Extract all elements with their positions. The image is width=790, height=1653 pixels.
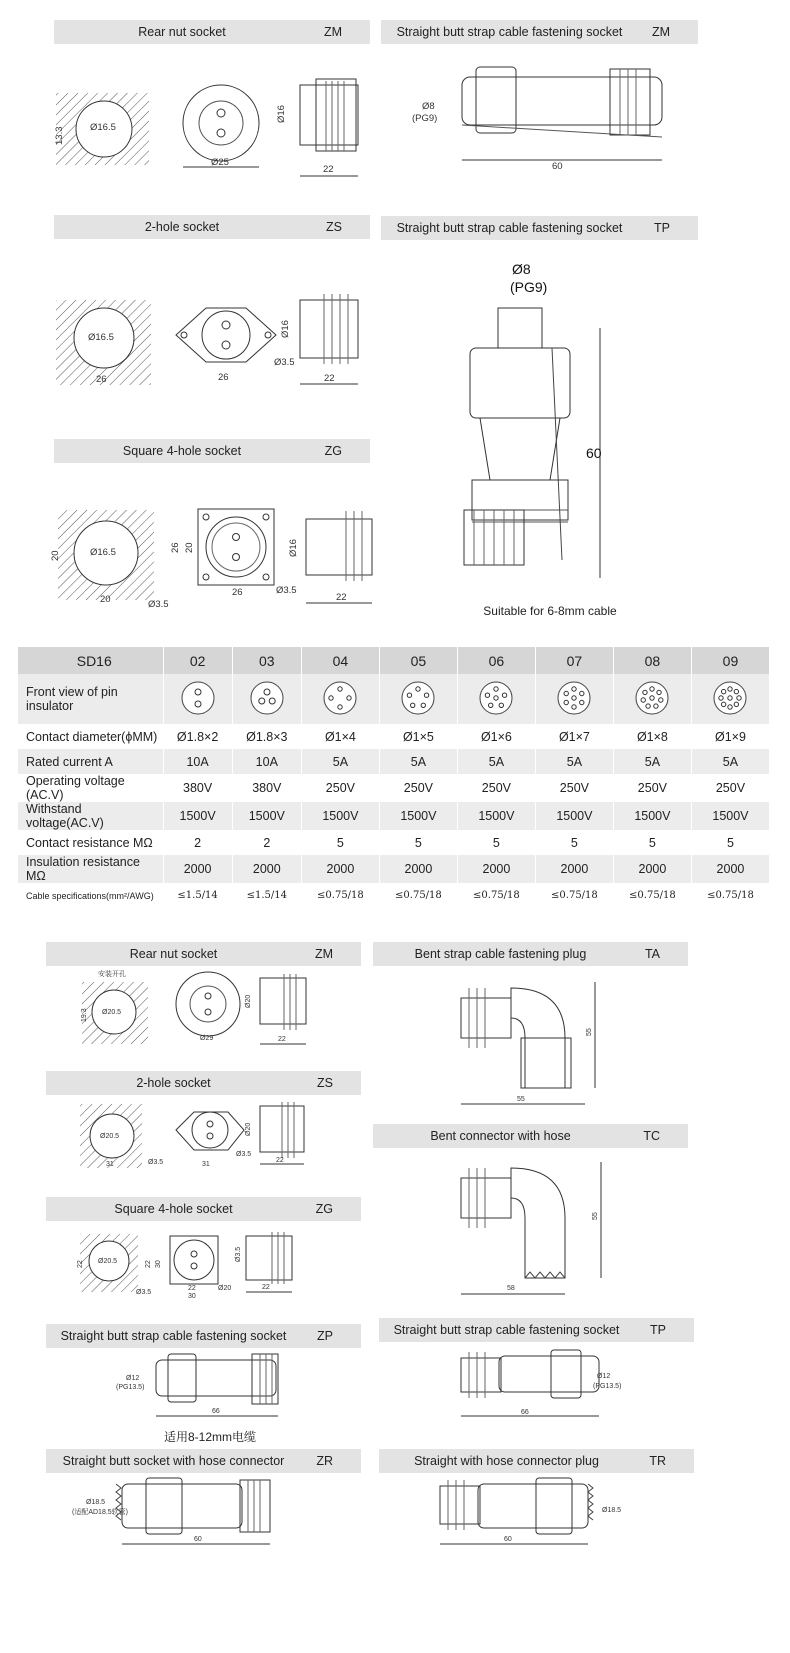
panel-title: Rear nut socket <box>129 947 218 961</box>
table-row <box>18 855 770 883</box>
dim-label: 22 <box>336 592 347 603</box>
panel-code: ZG <box>315 1202 333 1216</box>
dim-label: Ø20 <box>218 1285 232 1292</box>
table-row <box>18 749 770 774</box>
dim-label: Ø3.5 <box>136 1289 152 1296</box>
panel-code: ZS <box>317 1076 333 1090</box>
panel-header-square-4-hole-socket <box>54 439 370 463</box>
dim-label: Ø16 <box>280 320 291 338</box>
table-cell: Ø1×7 <box>535 724 613 749</box>
row-label: Cable specifications(mm²/AWG) <box>18 883 163 908</box>
drawing-2-hole-socket-2 <box>78 1098 308 1173</box>
dim-label: 60 <box>586 445 602 461</box>
dim-label: 20 <box>184 542 195 553</box>
dim-label: 60 <box>194 1536 202 1543</box>
dim-label: 55 <box>586 1028 593 1036</box>
table-cell: 5A <box>457 749 535 774</box>
table-cell: ≤0.75/18 <box>691 883 769 908</box>
dim-label: Ø12 <box>597 1373 611 1380</box>
drawing-straight-socket-zm <box>410 65 700 175</box>
dim-label: (适配AD18.5软管) <box>72 1509 129 1516</box>
pin-insulator-diagram <box>163 674 232 724</box>
table-cell: 5A <box>613 749 691 774</box>
table-col-header: 09 <box>691 647 769 674</box>
dim-label: Ø3.5 <box>148 1159 164 1166</box>
panel-header-straight-socket-tp <box>381 216 698 240</box>
panel-title: Straight butt strap cable fastening socket <box>396 25 623 39</box>
table-header-row <box>18 647 770 674</box>
drawing-square-4-hole-socket <box>52 505 382 615</box>
table-cell: 1500V <box>613 802 691 830</box>
table-col-header: 03 <box>232 647 301 674</box>
table-cell: 2000 <box>163 855 232 883</box>
panel-header-square-4-hole-socket-2 <box>46 1197 361 1221</box>
table-cell: Ø1×8 <box>613 724 691 749</box>
drawing-straight-socket-tp-vertical <box>460 260 620 590</box>
dim-label: 31 <box>202 1161 210 1168</box>
table-cell: ≤0.75/18 <box>613 883 691 908</box>
table-col-header: 08 <box>613 647 691 674</box>
pin-insulator-diagram <box>301 674 379 724</box>
panel-code: TR <box>649 1454 666 1468</box>
table-cell: 5 <box>457 830 535 855</box>
table-cell: 380V <box>232 774 301 802</box>
pin-insulator-diagram <box>535 674 613 724</box>
panel-title: Straight with hose connector plug <box>414 1454 599 1468</box>
pin-insulator-diagram <box>232 674 301 724</box>
table-col-header: 02 <box>163 647 232 674</box>
table-cell: 2000 <box>457 855 535 883</box>
table-cell: 2000 <box>691 855 769 883</box>
dim-label: 60 <box>552 161 563 172</box>
table-cell: ≤1.5/14 <box>232 883 301 908</box>
table-cell: ≤0.75/18 <box>379 883 457 908</box>
dim-label: Ø20 <box>245 1122 252 1136</box>
table-col-header: 06 <box>457 647 535 674</box>
panel-title: Rear nut socket <box>138 25 226 39</box>
panel-code: ZG <box>324 444 342 458</box>
drawing-bent-plug-ta <box>455 978 615 1108</box>
dim-label: Ø20.5 <box>100 1133 120 1140</box>
table-cell: 2000 <box>301 855 379 883</box>
panel-code: TP <box>654 221 670 235</box>
panel-title: Square 4-hole socket <box>114 1202 233 1216</box>
panel-header-straight-socket-tp-2 <box>379 1318 694 1342</box>
panel-code: ZP <box>317 1329 333 1343</box>
cable-caption-zp: 适用8-12mm电缆 <box>163 1430 256 1444</box>
dim-label: (PG13.5) <box>116 1384 145 1391</box>
table-cell: Ø1×4 <box>301 724 379 749</box>
spec-table <box>18 647 770 908</box>
table-model: SD16 <box>18 647 163 674</box>
dim-label: 60 <box>504 1536 512 1543</box>
panel-code: TA <box>644 947 660 961</box>
table-cell: 2 <box>232 830 301 855</box>
pin-insulator-diagram <box>613 674 691 724</box>
dim-label: Ø3.5 <box>148 599 169 610</box>
panel-title: Bent connector with hose <box>430 1129 571 1143</box>
dim-label: Ø3.5 <box>236 1151 252 1158</box>
dim-label: 13.3 <box>54 126 65 145</box>
table-row <box>18 830 770 855</box>
drawing-rear-nut-socket <box>56 75 366 185</box>
table-cell: Ø1×6 <box>457 724 535 749</box>
dim-label: Ø16 <box>288 539 299 557</box>
row-label: Contact resistance MΩ <box>18 830 163 855</box>
table-cell: 250V <box>301 774 379 802</box>
panel-header-2-hole-socket-2 <box>46 1071 361 1095</box>
table-cell: 2000 <box>232 855 301 883</box>
dim-label: (PG9) <box>510 279 548 295</box>
table-row <box>18 802 770 830</box>
table-cell: 250V <box>613 774 691 802</box>
table-cell: 1500V <box>163 802 232 830</box>
table-cell: 2000 <box>535 855 613 883</box>
drawing-square-4-hole-socket-2 <box>76 1228 306 1300</box>
dim-label: Ø8 <box>512 261 531 277</box>
dim-label: 66 <box>521 1409 529 1416</box>
panel-title: Straight butt socket with hose connector <box>62 1454 285 1468</box>
table-cell: 5A <box>535 749 613 774</box>
table-col-header: 04 <box>301 647 379 674</box>
drawing-2-hole-socket <box>56 290 366 390</box>
pin-insulator-diagram <box>379 674 457 724</box>
dim-label: Ø3.5 <box>235 1246 242 1262</box>
dim-label: 55 <box>517 1096 525 1103</box>
row-label: Operating voltage (AC.V) <box>18 774 163 802</box>
table-cell: 5A <box>379 749 457 774</box>
dim-label: Ø16.5 <box>90 547 116 558</box>
panel-code: ZS <box>326 220 342 234</box>
table-cell: 1500V <box>379 802 457 830</box>
table-cell: Ø1.8×3 <box>232 724 301 749</box>
panel-header-hose-socket-zr <box>46 1449 361 1473</box>
dim-label: 30 <box>188 1293 196 1300</box>
panel-header-rear-nut-socket-2 <box>46 942 361 966</box>
table-cell: 5 <box>535 830 613 855</box>
dim-label: 26 <box>170 542 181 553</box>
dim-label: 22 <box>324 373 335 384</box>
table-row-pin-insulator <box>18 674 770 724</box>
dim-label: 22 <box>278 1036 286 1043</box>
panel-header-hose-plug-tr <box>379 1449 694 1473</box>
dim-label: 26 <box>232 587 243 598</box>
table-cell: 250V <box>457 774 535 802</box>
dim-label: 26 <box>96 374 107 385</box>
dim-label: 22 <box>262 1284 270 1291</box>
table-cell: 1500V <box>457 802 535 830</box>
row-label: Withstand voltage(AC.V) <box>18 802 163 830</box>
drawing-straight-socket-tp-2 <box>455 1346 635 1422</box>
dim-label: 22 <box>188 1285 196 1292</box>
table-cell: 250V <box>535 774 613 802</box>
table-cell: ≤0.75/18 <box>301 883 379 908</box>
table-row <box>18 774 770 802</box>
table-col-header: 07 <box>535 647 613 674</box>
table-col-header: 05 <box>379 647 457 674</box>
dim-label: 19.3 <box>81 1008 88 1022</box>
panel-title: 2-hole socket <box>144 220 220 234</box>
table-cell: 10A <box>163 749 232 774</box>
table-cell: Ø1×9 <box>691 724 769 749</box>
panel-header-rear-nut-socket <box>54 20 370 44</box>
table-row <box>18 724 770 749</box>
table-cell: Ø1×5 <box>379 724 457 749</box>
table-cell: 2000 <box>613 855 691 883</box>
dim-label: Ø12 <box>126 1375 140 1382</box>
panel-code: ZM <box>314 947 333 961</box>
dim-label: (PG13.5) <box>593 1383 622 1390</box>
panel-header-straight-socket-zm <box>381 20 698 44</box>
table-cell: 1500V <box>691 802 769 830</box>
drawing-hose-socket-zr <box>70 1474 300 1550</box>
dim-label: 26 <box>218 372 229 383</box>
table-cell: 5A <box>691 749 769 774</box>
dim-label: Ø8 <box>422 101 435 112</box>
dim-label: 58 <box>507 1285 515 1292</box>
row-label: Contact diameter(ϕMM) <box>18 724 163 749</box>
panel-header-bent-plug-ta <box>373 942 688 966</box>
row-label: Front view of pin insulator <box>18 674 163 724</box>
table-cell: ≤0.75/18 <box>457 883 535 908</box>
table-cell: Ø1.8×2 <box>163 724 232 749</box>
dim-label: 20 <box>50 550 61 561</box>
pin-insulator-diagram <box>691 674 769 724</box>
dim-label: 20 <box>100 594 111 605</box>
dim-label: 22 <box>323 164 334 175</box>
table-cell: ≤1.5/14 <box>163 883 232 908</box>
dim-label: 22 <box>145 1260 152 1268</box>
table-cell: 250V <box>379 774 457 802</box>
panel-header-straight-socket-zp <box>46 1324 361 1348</box>
table-cell: 2 <box>163 830 232 855</box>
dim-label: Ø16.5 <box>90 122 116 133</box>
dim-label: Ø3.5 <box>276 585 297 596</box>
drawing-bent-connector-tc <box>455 1158 615 1298</box>
table-cell: 5 <box>691 830 769 855</box>
drawing-rear-nut-socket-2 <box>78 968 308 1048</box>
table-cell: 380V <box>163 774 232 802</box>
dim-label: (PG9) <box>412 113 438 124</box>
dim-label: Ø18.5 <box>602 1507 622 1514</box>
dim-label: 22 <box>77 1260 84 1268</box>
dim-label: 66 <box>212 1408 220 1415</box>
row-label: Insulation resistance MΩ <box>18 855 163 883</box>
panel-title: 2-hole socket <box>136 1076 211 1090</box>
panel-title: Straight butt strap cable fastening socket <box>396 221 623 235</box>
dim-label: 安装开孔 <box>98 971 126 978</box>
dim-label: Ø20.5 <box>98 1258 118 1265</box>
row-label: Rated current A <box>18 749 163 774</box>
dim-label: 55 <box>592 1212 599 1220</box>
pin-insulator-diagram <box>457 674 535 724</box>
table-cell: 5A <box>301 749 379 774</box>
dim-label: Ø20 <box>245 994 252 1008</box>
panel-code: ZM <box>651 25 670 39</box>
dim-label: 22 <box>276 1157 284 1164</box>
table-cell: 1500V <box>301 802 379 830</box>
panel-title: Straight butt strap cable fastening socket <box>393 1323 620 1337</box>
table-cell: 2000 <box>379 855 457 883</box>
panel-header-bent-connector-tc <box>373 1124 688 1148</box>
table-row <box>18 883 770 908</box>
panel-code: ZR <box>316 1454 333 1468</box>
dim-label: Ø29 <box>200 1035 214 1042</box>
panel-code: TC <box>643 1129 660 1143</box>
dim-label: 31 <box>106 1161 114 1168</box>
dim-label: Ø25 <box>211 157 229 168</box>
table-cell: 5 <box>301 830 379 855</box>
panel-code: TP <box>650 1323 666 1337</box>
dim-label: Ø16 <box>276 105 287 123</box>
dim-label: Ø18.5 <box>86 1499 106 1506</box>
table-cell: ≤0.75/18 <box>535 883 613 908</box>
panel-title: Straight butt strap cable fastening socket <box>60 1329 287 1343</box>
dim-label: Ø16.5 <box>88 332 114 343</box>
cable-caption: Suitable for 6-8mm cable <box>483 604 617 618</box>
table-cell: 250V <box>691 774 769 802</box>
table-cell: 1500V <box>232 802 301 830</box>
dim-label: 30 <box>155 1260 162 1268</box>
table-cell: 10A <box>232 749 301 774</box>
dim-label: Ø3.5 <box>274 357 295 368</box>
table-cell: 5 <box>379 830 457 855</box>
panel-code: ZM <box>323 25 342 39</box>
panel-title: Bent strap cable fastening plug <box>414 947 587 961</box>
panel-header-2-hole-socket <box>54 215 370 239</box>
dim-label: Ø20.5 <box>102 1009 122 1016</box>
table-cell: 1500V <box>535 802 613 830</box>
drawing-hose-plug-tr <box>436 1474 636 1550</box>
table-cell: 5 <box>613 830 691 855</box>
panel-title: Square 4-hole socket <box>122 444 242 458</box>
drawing-straight-socket-zp <box>112 1350 292 1422</box>
